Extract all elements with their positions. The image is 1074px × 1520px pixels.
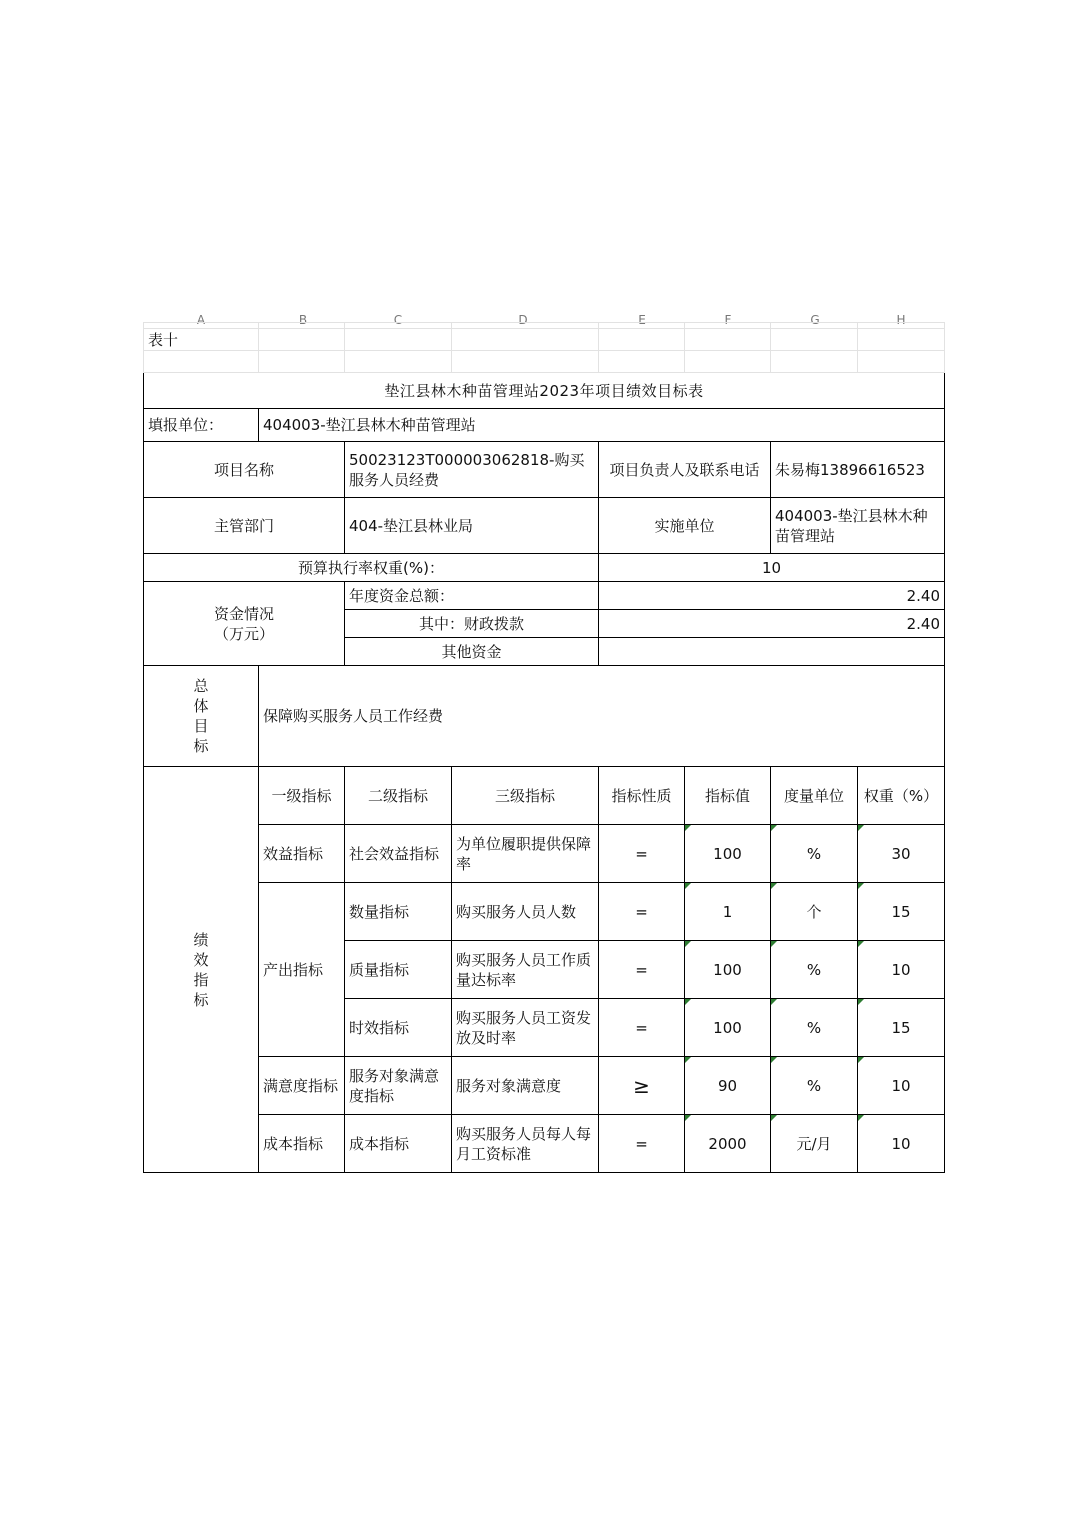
- table-row: [144, 1115, 945, 1173]
- table-row: [144, 883, 945, 941]
- row-level3[interactable]: 为单位履职提供保障率: [452, 825, 599, 883]
- header-nature: 指标性质: [599, 767, 685, 825]
- funding-other-label: 其他资金: [345, 638, 599, 666]
- row-level2[interactable]: 社会效益指标: [345, 825, 452, 883]
- column-letter: F: [724, 313, 732, 327]
- header-weight: 权重（%）: [858, 767, 945, 825]
- budget-weight-value[interactable]: 10: [599, 554, 945, 582]
- row-value[interactable]: 100: [685, 825, 771, 883]
- project-leader-value[interactable]: 朱易梅13896616523: [771, 442, 945, 498]
- overall-goal-label-text: 总体目标: [193, 677, 209, 755]
- performance-target-table: [143, 322, 945, 1173]
- row-unit[interactable]: %: [771, 999, 858, 1057]
- group-cost: 成本指标: [259, 1115, 345, 1173]
- row-level2[interactable]: 质量指标: [345, 941, 452, 999]
- row-level2[interactable]: 成本指标: [345, 1115, 452, 1173]
- row-level3[interactable]: 购买服务人员每人每月工资标准: [452, 1115, 599, 1173]
- sheet-label: 表十: [144, 329, 259, 351]
- group-benefit: 效益指标: [259, 825, 345, 883]
- group-output: 产出指标: [259, 883, 345, 1057]
- overall-goal-label: [144, 666, 259, 767]
- supervisor-label: 主管部门: [144, 498, 345, 554]
- project-name-value[interactable]: 50023123T000003062818-购买服务人员经费: [345, 442, 599, 498]
- row-level3[interactable]: 购买服务人员工资发放及时率: [452, 999, 599, 1057]
- funding-other-value[interactable]: [599, 638, 945, 666]
- row-level2[interactable]: 时效指标: [345, 999, 452, 1057]
- implementer-value[interactable]: 404003-垫江县林木种苗管理站: [771, 498, 945, 554]
- row-weight[interactable]: 15: [858, 883, 945, 941]
- row-unit[interactable]: %: [771, 1057, 858, 1115]
- project-leader-label: 项目负责人及联系电话: [599, 442, 771, 498]
- row-unit[interactable]: %: [771, 825, 858, 883]
- column-letter: G: [810, 313, 820, 327]
- header-unit: 度量单位: [771, 767, 858, 825]
- row-level3[interactable]: 服务对象满意度: [452, 1057, 599, 1115]
- row-nature[interactable]: =: [599, 1115, 685, 1173]
- row-unit[interactable]: %: [771, 941, 858, 999]
- perf-label-text: 绩效指标: [193, 930, 209, 1009]
- row-value[interactable]: 90: [685, 1057, 771, 1115]
- row-value[interactable]: 100: [685, 999, 771, 1057]
- column-letter: A: [196, 313, 206, 327]
- page-title: 垫江县林木种苗管理站2023年项目绩效目标表: [144, 373, 945, 409]
- header-level3: 三级指标: [452, 767, 599, 825]
- row-value[interactable]: 2000: [685, 1115, 771, 1173]
- overall-goal-value[interactable]: 保障购买服务人员工作经费: [259, 666, 945, 767]
- row-level3[interactable]: 购买服务人员工作质量达标率: [452, 941, 599, 999]
- funding-label-line2: （万元）: [213, 624, 274, 643]
- row-weight[interactable]: 10: [858, 1115, 945, 1173]
- supervisor-value[interactable]: 404-垫江县林业局: [345, 498, 599, 554]
- project-name-label: 项目名称: [144, 442, 345, 498]
- column-letter: C: [393, 313, 403, 327]
- funding-label: [144, 582, 345, 666]
- funding-total-value[interactable]: 2.40: [599, 582, 945, 610]
- perf-label: [144, 767, 259, 1173]
- row-nature[interactable]: =: [599, 941, 685, 999]
- header-level1: 一级指标: [259, 767, 345, 825]
- row-level2[interactable]: 数量指标: [345, 883, 452, 941]
- header-level2: 二级指标: [345, 767, 452, 825]
- group-satisfaction: 满意度指标: [259, 1057, 345, 1115]
- row-unit[interactable]: 个: [771, 883, 858, 941]
- implementer-label: 实施单位: [599, 498, 771, 554]
- column-letter: H: [896, 313, 906, 327]
- table-row: [144, 1057, 945, 1115]
- column-letter: B: [298, 313, 308, 327]
- column-letter: E: [638, 313, 646, 327]
- row-weight[interactable]: 30: [858, 825, 945, 883]
- budget-weight-label: 预算执行率权重(%)：: [144, 554, 599, 582]
- row-nature[interactable]: =: [599, 825, 685, 883]
- column-letter: D: [518, 313, 528, 327]
- funding-total-label: 年度资金总额：: [345, 582, 599, 610]
- row-level2[interactable]: 服务对象满意度指标: [345, 1057, 452, 1115]
- row-nature[interactable]: ≥: [599, 1057, 685, 1115]
- filing-unit-label: 填报单位：: [144, 409, 259, 442]
- row-nature[interactable]: =: [599, 883, 685, 941]
- header-value: 指标值: [685, 767, 771, 825]
- row-weight[interactable]: 10: [858, 941, 945, 999]
- row-unit[interactable]: 元/月: [771, 1115, 858, 1173]
- table-row: [144, 825, 945, 883]
- filing-unit-value[interactable]: 404003-垫江县林木种苗管理站: [259, 409, 945, 442]
- row-value[interactable]: 100: [685, 941, 771, 999]
- row-weight[interactable]: 10: [858, 1057, 945, 1115]
- funding-fiscal-label: 其中：财政拨款: [345, 610, 599, 638]
- row-nature[interactable]: =: [599, 999, 685, 1057]
- funding-fiscal-value[interactable]: 2.40: [599, 610, 945, 638]
- row-weight[interactable]: 15: [858, 999, 945, 1057]
- funding-label-line1: 资金情况: [213, 604, 274, 623]
- row-value[interactable]: 1: [685, 883, 771, 941]
- row-level3[interactable]: 购买服务人员人数: [452, 883, 599, 941]
